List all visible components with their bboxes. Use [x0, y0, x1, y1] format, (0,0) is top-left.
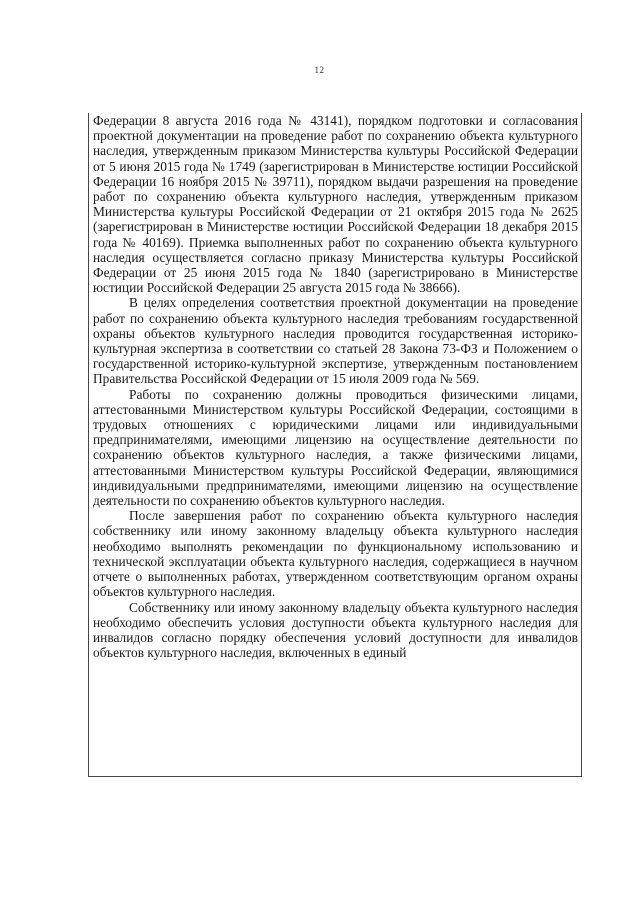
paragraph-accessibility: Собственнику или иному законному владельцу объекта культурного наследия необходимо обеспечить условия доступности объекта культурного наследия для инвалидов согласно порядку обеспечения условий доступности для инвалидов объектов культурного наследия, включенных в единый — [93, 599, 578, 661]
paragraph-works-performers: Работы по сохранению должны проводиться физическими лицами, аттестованными Министерством культуры Российской Федерации, состоящими в трудовых отношениях с юридическими лицами или индивидуальными предпринимателями, имеющими лицензию на осуществление деятельности по сохранению объектов культурного наследия, а также физическими лицами, аттестованными Министерством культуры Российской Федерации, являющимися индивидуальными предпринимателями, имеющими лицензию на осуществление деятельности по сохранению объектов культурного наследия. — [93, 386, 578, 509]
paragraph-continuation: Федерации 8 августа 2016 года № 43141), порядком подготовки и согласования проектной документации на проведение работ по сохранению объекта культурного наследия, утвержденным приказом Министерства культуры Российской Федерации от 5 июня 2015 года № 1749 (зарегистрирован в Министерстве юстиции Российской Федерации 16 ноября 2015 № 39711), порядком выдачи разрешения на проведение работ по сохранению объекта культурного наследия, утвержденным приказом Министерства культуры Российской Федерации от 21 октября 2015 года № 2625 (зарегистрирован в Министерстве юстиции Российской Федерации 18 декабря 2015 года № 40169). Приемка выполненных работ по сохранению объекта культурного наследия осуществляется согласно приказу Министерства культуры Российской Федерации от 25 июня 2015 года № 1840 (зарегистрировано в Министерстве юстиции Российской Федерации 25 августа 2015 года № 38666). — [93, 113, 578, 296]
page-number: 12 — [314, 65, 325, 75]
paragraph-expertise: В целях определения соответствия проектной документации на проведение работ по сохранению объекта культурного наследия требованиям государственной охраны объектов культурного наследия проводится государственная историко-культурная экспертиза в соответствии со статьей 28 Закона 73-ФЗ и Положением о государственной историко-культурной экспертизе, утвержденным постановлением Правительства Российской Федерации от 15 июля 2009 года № 569. — [93, 295, 578, 387]
document-body — [88, 113, 582, 777]
paragraph-after-completion: После завершения работ по сохранению объекта культурного наследия собственнику или иному законному владельцу объекта культурного наследия необходимо выполнять рекомендации по функциональному использованию и технической эксплуатации объекта культурного наследия, содержащиеся в научном отчете о выполненных работах, утвержденном соответствующим органом охраны объектов культурного наследия. — [93, 508, 578, 600]
